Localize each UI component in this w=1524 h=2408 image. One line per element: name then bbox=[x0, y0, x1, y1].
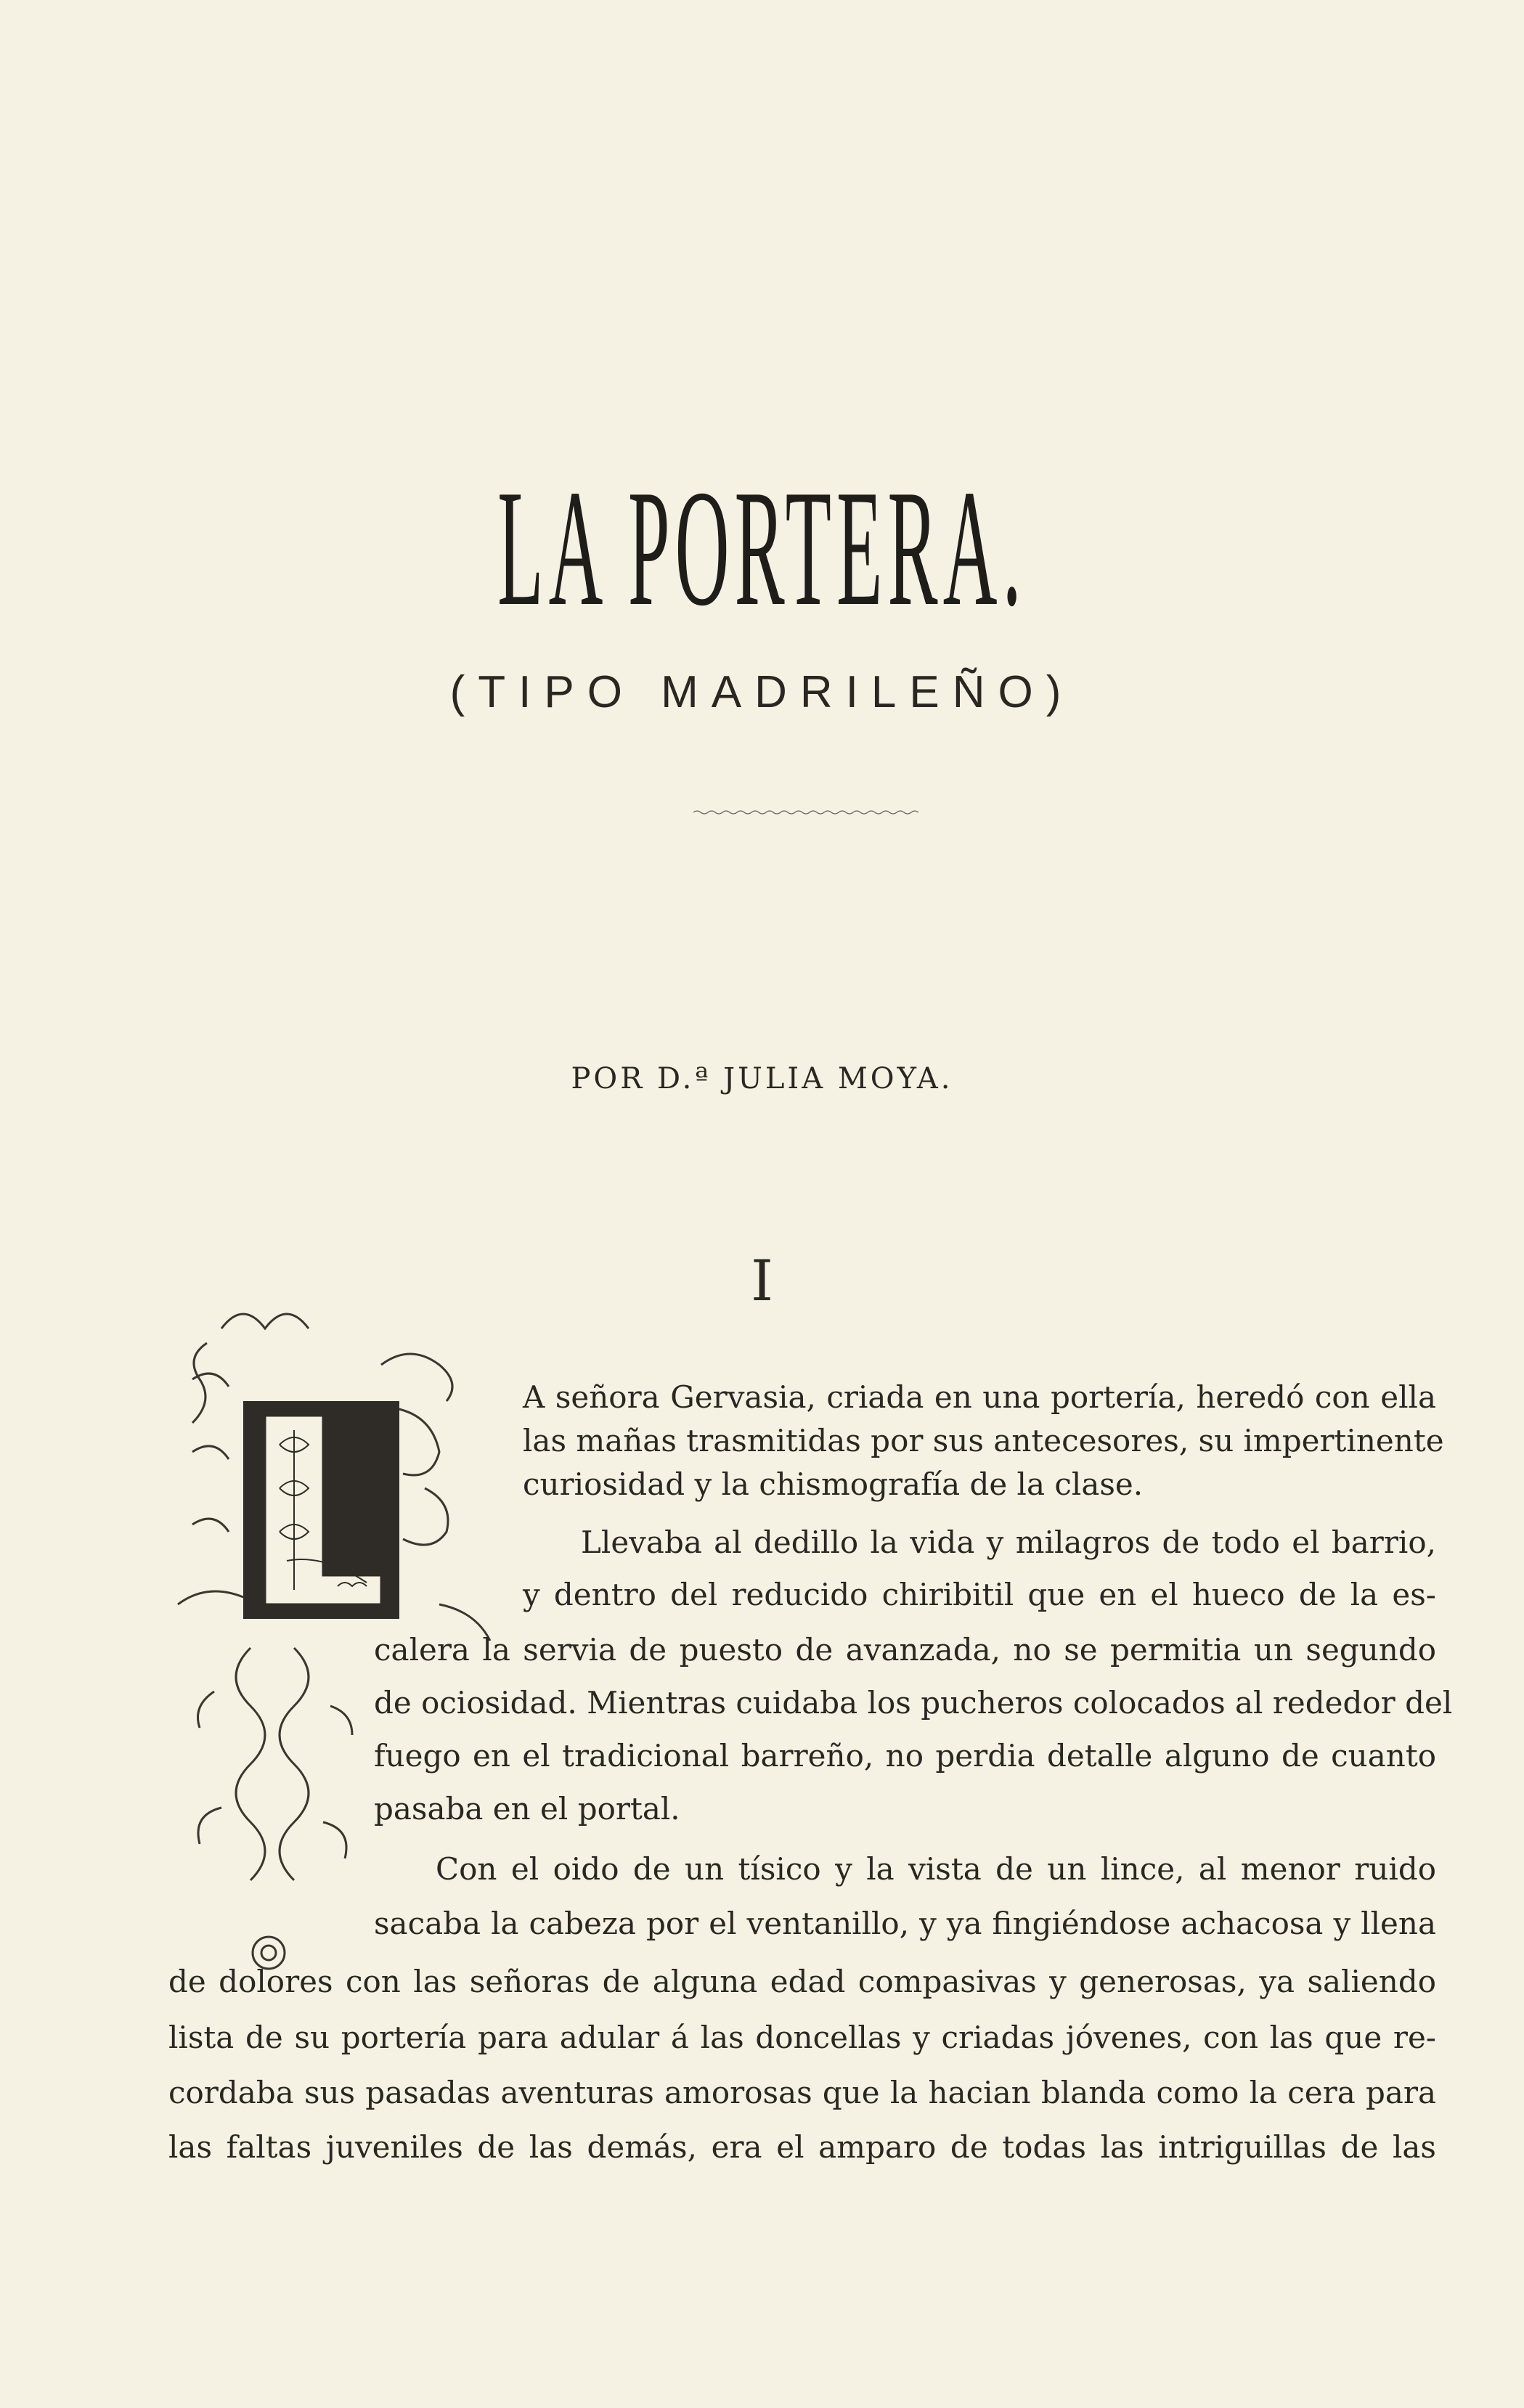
text-line: las mañas trasmitidas por sus antecesores, su impertinente bbox=[523, 1423, 1444, 1458]
text-line: curiosidad y la chismografía de la clase. bbox=[523, 1466, 1144, 1502]
text-line: Llevaba al dedillo la vida y milagros de todo el barrio, bbox=[581, 1525, 1436, 1560]
text-line: A señora Gervasia, criada en una portería, heredó con ella bbox=[523, 1379, 1436, 1415]
ornamental-rule bbox=[693, 809, 918, 815]
text-line: calera la servia de puesto de avanzada, no se permitia un segundo bbox=[374, 1632, 1436, 1668]
text-line: las faltas juveniles de las demás, era el amparo de todas las intriguillas de las bbox=[168, 2129, 1436, 2165]
text-line: y dentro del reducido chiribitil que en el hueco de la es- bbox=[523, 1577, 1436, 1612]
drop-cap-letter: L bbox=[256, 1406, 386, 1639]
text-line: de dolores con las señoras de alguna edad compasivas y generosas, ya saliendo bbox=[168, 1964, 1436, 1999]
text-line: sacaba la cabeza por el ventanillo, y ya fingiéndose achacosa y llena bbox=[374, 1906, 1436, 1941]
text-line: de ociosidad. Mientras cuidaba los pucheros colocados al rededor del bbox=[374, 1685, 1453, 1721]
text-line: fuego en el tradicional barreño, no perdia detalle alguno de cuanto bbox=[374, 1738, 1436, 1774]
section-number: I bbox=[751, 1249, 773, 1314]
article-subtitle: (TIPO MADRILEÑO) bbox=[449, 667, 1075, 717]
author-byline: POR D.ª JULIA MOYA. bbox=[571, 1062, 953, 1095]
article-title: LA PORTERA. bbox=[497, 455, 1027, 640]
text-line: Con el oido de un tísico y la vista de un lince, al menor ruido bbox=[436, 1851, 1436, 1887]
text-line: lista de su portería para adular á las doncellas y criadas jóvenes, con las que re- bbox=[168, 2020, 1436, 2055]
text-line: pasaba en el portal. bbox=[374, 1791, 680, 1827]
text-line: cordaba sus pasadas aventuras amorosas que la hacian blanda como la cera para bbox=[168, 2075, 1436, 2110]
